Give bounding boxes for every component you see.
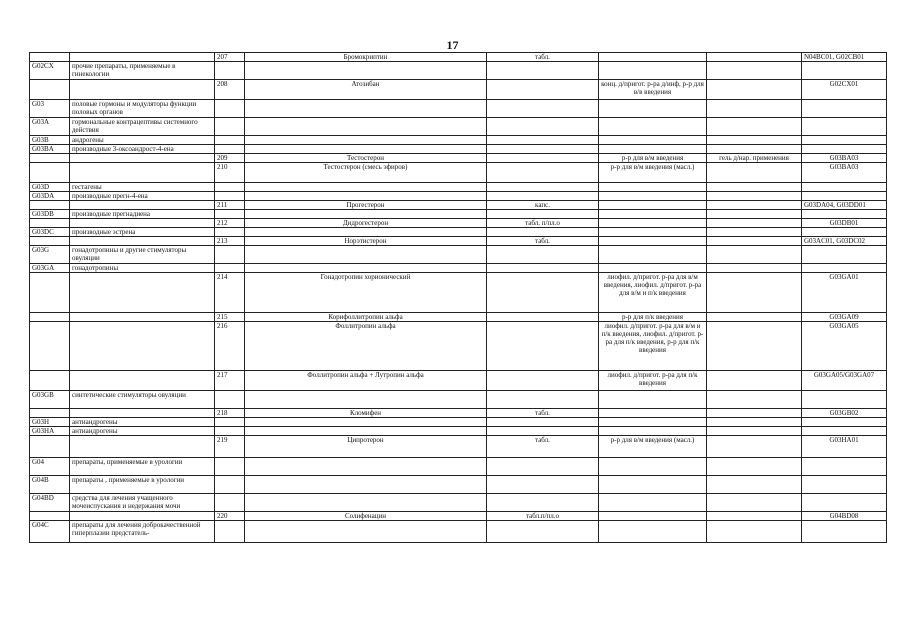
dosage-form: [599, 427, 707, 436]
drug-name: Прогестерон: [245, 201, 487, 210]
atc-group-code: G03GB: [30, 391, 70, 409]
atc-code: [802, 192, 887, 201]
atc-group-code: G03DC: [30, 228, 70, 237]
drug-name: [245, 458, 487, 476]
drug-name: [245, 228, 487, 237]
atc-group-code: G03D: [30, 183, 70, 192]
drug-row: [30, 237, 887, 246]
alt-dosage-form: [707, 80, 802, 100]
atc-code: [802, 391, 887, 409]
drug-name: [245, 418, 487, 427]
atc-group-code: G03: [30, 100, 70, 118]
atc-code: G03BA03: [802, 154, 887, 163]
atc-code: [802, 118, 887, 136]
group-description: гонадотропины и другие стимуляторы овуляции: [70, 246, 215, 264]
dosage-form: [599, 418, 707, 427]
category-row: [30, 118, 887, 136]
alt-dosage-form: [707, 521, 802, 543]
dosage-form: [599, 521, 707, 543]
atc-group-code: G03HA: [30, 427, 70, 436]
dosage-unit: [487, 246, 599, 264]
alt-dosage-form: [707, 183, 802, 192]
alt-dosage-form: [707, 163, 802, 183]
category-row: [30, 183, 887, 192]
atc-group-code: [30, 201, 70, 210]
alt-dosage-form: [707, 192, 802, 201]
atc-group-code: [30, 322, 70, 371]
dosage-form: [599, 246, 707, 264]
dosage-unit: [487, 80, 599, 100]
drug-name: [245, 494, 487, 512]
drug-name: Корифоллитропин альфа: [245, 313, 487, 322]
atc-group-code: [30, 219, 70, 228]
drug-name: Фоллитропин альфа + Лутропин альфа: [245, 371, 487, 391]
group-description: [70, 322, 215, 371]
group-description: препараты , применяемые в урологии: [70, 476, 215, 494]
group-description: гормональные контрацептивы системного действия: [70, 118, 215, 136]
alt-dosage-form: [707, 136, 802, 145]
drug-name: Атозибан: [245, 80, 487, 100]
atc-code: G02CX01: [802, 80, 887, 100]
atc-code: [802, 418, 887, 427]
row-number: [215, 418, 245, 427]
drug-name: [245, 521, 487, 543]
row-number: 208: [215, 80, 245, 100]
row-number: [215, 136, 245, 145]
dosage-unit: [487, 273, 599, 313]
group-description: [70, 219, 215, 228]
category-row: [30, 418, 887, 427]
atc-group-code: G02CX: [30, 62, 70, 80]
drug-name: [245, 476, 487, 494]
drug-name: Тестостерон (смесь эфиров): [245, 163, 487, 183]
category-row: [30, 427, 887, 436]
dosage-unit: табл. п/пл.о: [487, 219, 599, 228]
row-number: 212: [215, 219, 245, 228]
drug-name: Тестостерон: [245, 154, 487, 163]
atc-group-code: [30, 371, 70, 391]
atc-code: G03HA01: [802, 436, 887, 458]
atc-group-code: [30, 154, 70, 163]
atc-group-code: G04C: [30, 521, 70, 543]
atc-code: G03GA01: [802, 273, 887, 313]
category-row: [30, 246, 887, 264]
dosage-unit: [487, 476, 599, 494]
dosage-unit: [487, 118, 599, 136]
row-number: [215, 145, 245, 154]
drug-row: [30, 273, 887, 313]
dosage-unit: табл.: [487, 53, 599, 62]
alt-dosage-form: [707, 418, 802, 427]
atc-group-code: [30, 273, 70, 313]
dosage-form: [599, 458, 707, 476]
group-description: производные прегнадиена: [70, 210, 215, 219]
group-description: препараты, применяемые в урологии: [70, 458, 215, 476]
atc-code: [802, 521, 887, 543]
drug-row: [30, 201, 887, 210]
drug-name: Гонадотропин хорионический: [245, 273, 487, 313]
atc-code: [802, 62, 887, 80]
atc-group-code: [30, 53, 70, 62]
row-number: 218: [215, 409, 245, 418]
drug-name: [245, 264, 487, 273]
group-description: [70, 154, 215, 163]
group-description: [70, 201, 215, 210]
drug-row: [30, 80, 887, 100]
atc-group-code: G03H: [30, 418, 70, 427]
row-number: 217: [215, 371, 245, 391]
row-number: 215: [215, 313, 245, 322]
row-number: [215, 264, 245, 273]
group-description: производные эстрена: [70, 228, 215, 237]
atc-group-code: [30, 80, 70, 100]
atc-code: G03DB01: [802, 219, 887, 228]
alt-dosage-form: [707, 228, 802, 237]
drug-row: [30, 219, 887, 228]
atc-group-code: G04: [30, 458, 70, 476]
atc-code: [802, 476, 887, 494]
dosage-form: [599, 62, 707, 80]
alt-dosage-form: [707, 53, 802, 62]
drug-name: [245, 427, 487, 436]
dosage-unit: [487, 228, 599, 237]
dosage-form: лиофил. д/пригот. р-ра для п/к введения: [599, 371, 707, 391]
row-number: [215, 521, 245, 543]
drug-row: [30, 322, 887, 371]
row-number: [215, 118, 245, 136]
alt-dosage-form: [707, 118, 802, 136]
dosage-unit: капс.: [487, 201, 599, 210]
dosage-form: [599, 219, 707, 228]
atc-group-code: [30, 237, 70, 246]
atc-group-code: G03DB: [30, 210, 70, 219]
row-number: [215, 100, 245, 118]
dosage-form: [599, 494, 707, 512]
alt-dosage-form: [707, 273, 802, 313]
dosage-form: [599, 391, 707, 409]
alt-dosage-form: [707, 62, 802, 80]
atc-code: [802, 210, 887, 219]
category-row: [30, 192, 887, 201]
dosage-form: [599, 210, 707, 219]
dosage-unit: табл.: [487, 436, 599, 458]
dosage-unit: [487, 313, 599, 322]
atc-group-code: [30, 163, 70, 183]
dosage-unit: [487, 494, 599, 512]
dosage-form: [599, 136, 707, 145]
group-description: [70, 80, 215, 100]
atc-group-code: G03BA: [30, 145, 70, 154]
atc-code: G03DA04, G03DD01: [802, 201, 887, 210]
group-description: прочие препараты, применяемые в гинекологии: [70, 62, 215, 80]
row-number: 209: [215, 154, 245, 163]
category-row: [30, 264, 887, 273]
category-row: [30, 521, 887, 543]
dosage-form: [599, 409, 707, 418]
row-number: 214: [215, 273, 245, 313]
dosage-unit: [487, 264, 599, 273]
group-description: [70, 409, 215, 418]
row-number: [215, 62, 245, 80]
group-description: препараты для лечения доброкачественной гиперплазии предстатель-: [70, 521, 215, 543]
dosage-form: [599, 228, 707, 237]
alt-dosage-form: [707, 210, 802, 219]
drug-name: [245, 183, 487, 192]
category-row: [30, 494, 887, 512]
alt-dosage-form: [707, 145, 802, 154]
atc-group-code: G03B: [30, 136, 70, 145]
group-description: гестагены: [70, 183, 215, 192]
drug-name: [245, 62, 487, 80]
atc-code: [802, 100, 887, 118]
row-number: [215, 210, 245, 219]
dosage-form: [599, 201, 707, 210]
drug-name: Бромокриптин: [245, 53, 487, 62]
group-description: половые гормоны и модуляторы функции половых органов: [70, 100, 215, 118]
atc-group-code: [30, 436, 70, 458]
dosage-unit: [487, 521, 599, 543]
alt-dosage-form: [707, 264, 802, 273]
group-description: производные прегн-4-ена: [70, 192, 215, 201]
atc-code: [802, 427, 887, 436]
drug-name: Фоллитропин альфа: [245, 322, 487, 371]
group-description: гонадотропины: [70, 264, 215, 273]
row-number: [215, 427, 245, 436]
dosage-form: р-р для п/к введения: [599, 313, 707, 322]
row-number: 216: [215, 322, 245, 371]
atc-code: [802, 228, 887, 237]
drug-name: Ципротерон: [245, 436, 487, 458]
dosage-form: р-р для в/м введения: [599, 154, 707, 163]
atc-code: N04BC01, G02CB01: [802, 53, 887, 62]
atc-code: [802, 494, 887, 512]
alt-dosage-form: [707, 100, 802, 118]
dosage-unit: табл.п/пл.о: [487, 512, 599, 521]
dosage-form: лиофил. д/пригот. р-ра для в/м введения, лиофил. д/пригот. р-ра для в/м и п/к введения: [599, 273, 707, 313]
atc-code: G03GA05/G03GA07: [802, 371, 887, 391]
atc-code: [802, 183, 887, 192]
alt-dosage-form: [707, 391, 802, 409]
atc-code: [802, 458, 887, 476]
group-description: [70, 163, 215, 183]
dosage-form: [599, 145, 707, 154]
dosage-form: [599, 183, 707, 192]
dosage-unit: [487, 192, 599, 201]
alt-dosage-form: [707, 512, 802, 521]
drug-name: [245, 100, 487, 118]
dosage-unit: [487, 210, 599, 219]
row-number: [215, 476, 245, 494]
category-row: [30, 458, 887, 476]
group-description: антиандрогены: [70, 418, 215, 427]
group-description: [70, 237, 215, 246]
group-description: [70, 371, 215, 391]
dosage-unit: [487, 145, 599, 154]
drug-name: [245, 136, 487, 145]
row-number: [215, 183, 245, 192]
medication-table: [29, 52, 887, 543]
dosage-form: [599, 192, 707, 201]
category-row: [30, 391, 887, 409]
dosage-form: [599, 118, 707, 136]
atc-code: G03GA09: [802, 313, 887, 322]
dosage-unit: [487, 62, 599, 80]
category-row: [30, 62, 887, 80]
drug-name: [245, 192, 487, 201]
alt-dosage-form: [707, 409, 802, 418]
alt-dosage-form: [707, 246, 802, 264]
alt-dosage-form: [707, 427, 802, 436]
atc-code: [802, 264, 887, 273]
atc-group-code: [30, 313, 70, 322]
drug-row: [30, 512, 887, 521]
drug-name: Кломифен: [245, 409, 487, 418]
row-number: [215, 228, 245, 237]
group-description: [70, 313, 215, 322]
row-number: 220: [215, 512, 245, 521]
row-number: 210: [215, 163, 245, 183]
atc-code: G03AC01, G03DC02: [802, 237, 887, 246]
page-number: 17: [446, 38, 459, 52]
dosage-form: [599, 476, 707, 494]
alt-dosage-form: [707, 476, 802, 494]
group-description: производные 3-оксоандрост-4-ена: [70, 145, 215, 154]
atc-group-code: G03A: [30, 118, 70, 136]
dosage-form: лиофил. д/пригот. р-ра для в/м и п/к введения, лиофил. д/пригот. р-ра для п/к введения, р-р для п/к введения: [599, 322, 707, 371]
category-row: [30, 228, 887, 237]
alt-dosage-form: [707, 436, 802, 458]
row-number: [215, 391, 245, 409]
drug-name: [245, 391, 487, 409]
dosage-unit: [487, 391, 599, 409]
dosage-unit: [487, 371, 599, 391]
dosage-unit: [487, 418, 599, 427]
dosage-unit: табл.: [487, 409, 599, 418]
atc-group-code: [30, 409, 70, 418]
alt-dosage-form: [707, 201, 802, 210]
drug-name: Солифенацин: [245, 512, 487, 521]
alt-dosage-form: [707, 313, 802, 322]
atc-group-code: G04BD: [30, 494, 70, 512]
row-number: 207: [215, 53, 245, 62]
drug-name: [245, 118, 487, 136]
drug-row: [30, 313, 887, 322]
group-description: [70, 273, 215, 313]
dosage-unit: [487, 322, 599, 371]
drug-name: Дидрогестерон: [245, 219, 487, 228]
group-description: антиандрогены: [70, 427, 215, 436]
group-description: синтетические стимуляторы овуляции: [70, 391, 215, 409]
atc-group-code: G03GA: [30, 264, 70, 273]
atc-group-code: [30, 512, 70, 521]
alt-dosage-form: [707, 494, 802, 512]
category-row: [30, 136, 887, 145]
row-number: 213: [215, 237, 245, 246]
row-number: [215, 494, 245, 512]
drug-row: [30, 154, 887, 163]
drug-row: [30, 371, 887, 391]
dosage-form: р-р для в/м введения (масл.): [599, 163, 707, 183]
atc-code: G03GA05: [802, 322, 887, 371]
row-number: 219: [215, 436, 245, 458]
atc-code: G03BA03: [802, 163, 887, 183]
row-number: [215, 458, 245, 476]
atc-code: [802, 136, 887, 145]
category-row: [30, 100, 887, 118]
atc-code: [802, 246, 887, 264]
dosage-unit: [487, 136, 599, 145]
atc-code: G04BD08: [802, 512, 887, 521]
row-number: 211: [215, 201, 245, 210]
dosage-unit: [487, 458, 599, 476]
group-description: андрогены: [70, 136, 215, 145]
dosage-form: [599, 512, 707, 521]
group-description: средства для лечения учащенного мочеиспускания и недержания мочи: [70, 494, 215, 512]
drug-row: [30, 409, 887, 418]
drug-row: [30, 436, 887, 458]
alt-dosage-form: гель д/нар. применения: [707, 154, 802, 163]
dosage-unit: [487, 183, 599, 192]
alt-dosage-form: [707, 237, 802, 246]
dosage-form: [599, 264, 707, 273]
group-description: [70, 53, 215, 62]
dosage-unit: табл.: [487, 237, 599, 246]
category-row: [30, 145, 887, 154]
atc-group-code: G03DA: [30, 192, 70, 201]
dosage-unit: [487, 154, 599, 163]
atc-group-code: G03G: [30, 246, 70, 264]
drug-name: [245, 210, 487, 219]
dosage-form: [599, 237, 707, 246]
drug-name: [245, 246, 487, 264]
drug-name: Норэтистерон: [245, 237, 487, 246]
row-number: [215, 192, 245, 201]
atc-code: [802, 145, 887, 154]
dosage-form: [599, 100, 707, 118]
row-number: [215, 246, 245, 264]
dosage-unit: [487, 163, 599, 183]
dosage-form: р-р для в/м введения (масл.): [599, 436, 707, 458]
dosage-unit: [487, 427, 599, 436]
drug-name: [245, 145, 487, 154]
atc-group-code: G04B: [30, 476, 70, 494]
category-row: [30, 476, 887, 494]
alt-dosage-form: [707, 219, 802, 228]
dosage-unit: [487, 100, 599, 118]
group-description: [70, 512, 215, 521]
drug-row: [30, 53, 887, 62]
category-row: [30, 210, 887, 219]
drug-row: [30, 163, 887, 183]
alt-dosage-form: [707, 322, 802, 371]
alt-dosage-form: [707, 371, 802, 391]
dosage-form: [599, 53, 707, 62]
dosage-form: конц. д/пригот. р-ра д/инф, р-р для в/в введения: [599, 80, 707, 100]
group-description: [70, 436, 215, 458]
alt-dosage-form: [707, 458, 802, 476]
atc-code: G03GB02: [802, 409, 887, 418]
